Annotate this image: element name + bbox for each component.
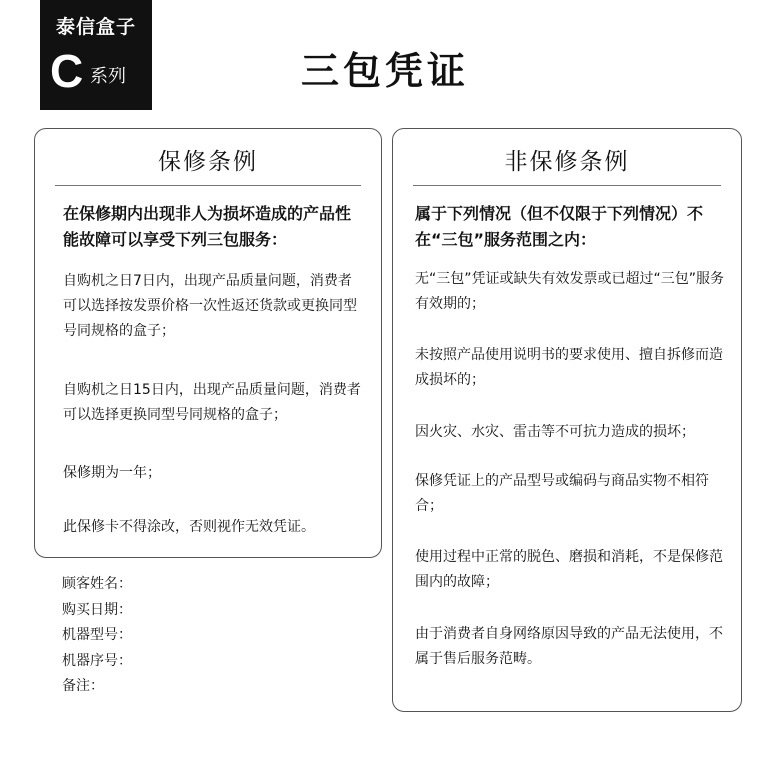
- purchase-date-field: 购买日期：: [62, 601, 132, 618]
- series-label: 系列: [90, 66, 126, 87]
- warranty-terms-card: [34, 128, 382, 558]
- customer-info-form: [62, 572, 132, 700]
- non-warranty-clause: 保修凭证上的产品型号或编码与商品实物不相符合；: [415, 473, 709, 514]
- non-warranty-clause: 无“三包”凭证或缺失有效发票或已超过“三包”服务有效期的；: [415, 271, 725, 312]
- non-warranty-terms-lead: 属于下列情况（但不仅限于下列情况）不在“三包”服务范围之内：: [415, 204, 704, 249]
- non-warranty-clause: 由于消费者自身网络原因导致的产品无法使用，不属于售后服务范畴。: [415, 626, 723, 667]
- brand-name: 泰信盒子: [55, 16, 136, 38]
- remarks-field: 备注：: [62, 678, 104, 694]
- non-warranty-terms-title: 非保修条例: [504, 149, 630, 175]
- page-title: 三包凭证: [300, 49, 469, 93]
- warranty-clause: 自购机之日15日内，出现产品质量问题，消费者可以选择更换同型号同规格的盒子；: [63, 382, 361, 423]
- non-warranty-terms-card: [392, 128, 742, 712]
- series-letter: C: [50, 45, 84, 97]
- warranty-clause: 自购机之日7日内，出现产品质量问题，消费者可以选择按发票价格一次性返还货款或更换同型号同规格的盒子；: [63, 273, 357, 339]
- brand-badge: [40, 0, 152, 110]
- divider: [413, 185, 721, 186]
- machine-serial-field: 机器序号：: [62, 652, 132, 669]
- warranty-terms-lead: 在保修期内出现非人为损坏造成的产品性能故障可以享受下列三包服务：: [63, 204, 352, 249]
- warranty-clause: 保修期为一年；: [63, 465, 161, 481]
- machine-model-field: 机器型号：: [62, 627, 132, 643]
- non-warranty-clause: 未按照产品使用说明书的要求使用、擅自拆修而造成损坏的；: [415, 347, 723, 388]
- non-warranty-clause: 因火灾、水灾、雷击等不可抗力造成的损坏；: [415, 424, 695, 440]
- customer-name-field: 顾客姓名：: [62, 576, 132, 592]
- non-warranty-clause: 使用过程中正常的脱色、磨损和消耗，不是保修范围内的故障；: [415, 549, 723, 590]
- divider: [55, 185, 361, 186]
- warranty-clause: 此保修卡不得涂改，否则视作无效凭证。: [63, 519, 315, 535]
- warranty-terms-title: 保修条例: [158, 149, 258, 175]
